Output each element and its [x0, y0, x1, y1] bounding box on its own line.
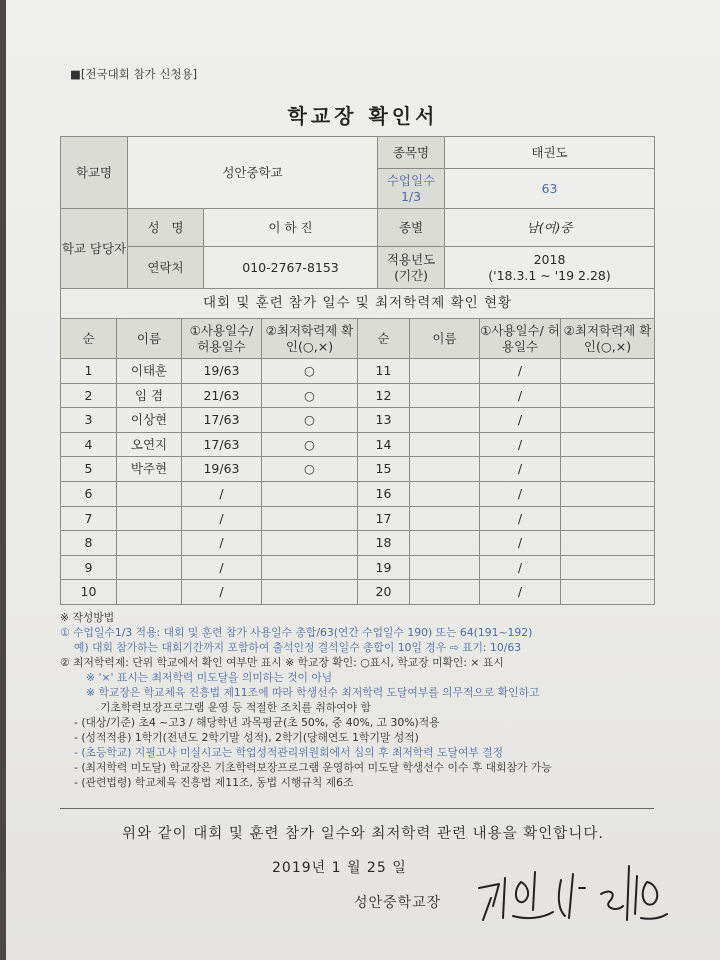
academic-check [561, 555, 655, 580]
days-used: / [480, 432, 561, 457]
days-used: / [480, 580, 561, 605]
days-used: / [480, 555, 561, 580]
header-name: 이름 [117, 319, 182, 359]
table-row [61, 432, 655, 457]
academic-check [262, 506, 358, 531]
notes-heading: ※ 작성방법 [60, 611, 115, 624]
header-name: 이름 [410, 319, 480, 359]
divider [60, 808, 654, 809]
header-no: 순 [358, 319, 410, 359]
row-number: 7 [61, 506, 117, 531]
academic-check [561, 432, 655, 457]
row-number: 18 [358, 531, 410, 556]
days-used: 19/63 [182, 359, 262, 384]
days-used: / [480, 531, 561, 556]
days-used: / [480, 506, 561, 531]
note-bullet-elementary: - (초등학교) 지필고사 미실시교는 학업성적관리위원회에서 심의 후 최저학력 도달여부 결정 [74, 746, 504, 759]
note-2: ② 최저학력제: 단위 학교에서 확인 여부만 표시 ※ 학교장 확인: ○표시, 학교장 미확인: × 표시 [60, 656, 504, 669]
row-number: 16 [358, 481, 410, 506]
document-title: 학교장 확인서 [287, 104, 439, 128]
form-tag: ■[전국대회 참가 신청용] [70, 67, 198, 81]
row-number: 8 [61, 531, 117, 556]
note-bullet-law: - (관련법령) 학교체육 진흥법 제11조, 동법 시행규칙 제6조 [74, 776, 354, 789]
academic-check: ○ [262, 457, 358, 482]
days-used: / [480, 383, 561, 408]
school-name: 성안중학교 [128, 137, 378, 209]
type-label: 종별 [378, 209, 445, 247]
note-bullet-target: - (대상/기준) 초4 ~고3 / 해당학년 과목평균(초 50%, 중 40%, 고 30%)적용 [74, 716, 440, 729]
student-name [410, 531, 480, 556]
row-number: 4 [61, 432, 117, 457]
school-info-table [60, 136, 655, 319]
academic-check [561, 408, 655, 433]
note-1: ① 수업일수1/3 적용: 대회 및 훈련 참가 사용일수 총합/63(연간 수업일수 190) 또는 64(191~192) [60, 626, 533, 639]
row-number: 20 [358, 580, 410, 605]
table-header-row [61, 319, 655, 359]
principal-signature [461, 858, 671, 928]
student-name [410, 408, 480, 433]
note-1-example: 예) 대회 참가하는 대회기간까지 포함하여 출석인정 결석일수 총합이 10일 경우 ⇨ 표기: 10/63 [74, 641, 522, 654]
days-used: 21/63 [182, 383, 262, 408]
row-number: 14 [358, 432, 410, 457]
row-number: 3 [61, 408, 117, 433]
student-name: 오연지 [117, 432, 182, 457]
note-2-remark: ※ '×' 표시는 최저학력 미도달을 의미하는 것이 아님 [86, 671, 333, 684]
class-days-value: 63 [445, 169, 655, 209]
student-name [117, 555, 182, 580]
student-name: 임 겸 [117, 383, 182, 408]
academic-check [262, 481, 358, 506]
year-period: ('18.3.1 ~ '19 2.28) [488, 267, 611, 283]
name-label: 성 명 [128, 209, 204, 247]
academic-check [561, 457, 655, 482]
principal-title: 성안중학교장 [354, 895, 442, 911]
student-name: 이상현 [117, 408, 182, 433]
table-row [61, 506, 655, 531]
days-used: / [182, 531, 262, 556]
row-number: 12 [358, 383, 410, 408]
manager-label: 학교 담당자 [61, 209, 128, 289]
note-2-duty: ※ 학교장은 학교체육 진흥법 제11조에 따라 학생선수 최저학력 도달여부를 의무적으로 확인하고 [86, 686, 540, 699]
academic-check [262, 580, 358, 605]
table-row [61, 383, 655, 408]
student-name [117, 531, 182, 556]
academic-check [561, 580, 655, 605]
student-name: 박주현 [117, 457, 182, 482]
class-days-label: 수업일수 1/3 [378, 169, 445, 209]
header-check: ②최저학력제 확인(○,×) [262, 319, 358, 359]
participation-table [60, 318, 655, 605]
days-used: 19/63 [182, 457, 262, 482]
days-used: / [182, 555, 262, 580]
header-days: ①사용일수/ 허용일수 [182, 319, 262, 359]
note-bullet-unmet: - (최저학력 미도달) 학교장은 기초학력보장프로그램 운영하여 미도달 학생선수 이수 후 대회참가 가능 [74, 761, 552, 774]
academic-check: ○ [262, 383, 358, 408]
student-name [117, 481, 182, 506]
academic-check [262, 531, 358, 556]
header-check: ②최저학력제 확인(○,×) [561, 319, 655, 359]
academic-check [262, 555, 358, 580]
student-name: 이태훈 [117, 359, 182, 384]
note-2-duty-cont: 기초학력보장프로그램 운영 등 적절한 조치를 취하여야 함 [100, 701, 371, 714]
table-row [61, 531, 655, 556]
instructions [60, 610, 660, 790]
event-label: 종목명 [378, 137, 445, 169]
section-title: 대회 및 훈련 참가 일수 및 최저학력제 확인 현황 [61, 289, 655, 319]
row-number: 13 [358, 408, 410, 433]
student-name [410, 481, 480, 506]
days-used: / [182, 506, 262, 531]
type-value: 남(여)중 [445, 209, 655, 247]
contact-value: 010-2767-8153 [204, 247, 378, 289]
student-name [410, 555, 480, 580]
academic-check [561, 481, 655, 506]
table-row [61, 481, 655, 506]
table-row [61, 555, 655, 580]
student-name [410, 580, 480, 605]
student-name [410, 432, 480, 457]
days-used: / [480, 457, 561, 482]
row-number: 15 [358, 457, 410, 482]
row-number: 1 [61, 359, 117, 384]
academic-check [561, 383, 655, 408]
header-no: 순 [61, 319, 117, 359]
table-row [61, 408, 655, 433]
school-label: 학교명 [61, 137, 128, 209]
days-used: 17/63 [182, 408, 262, 433]
table-row [61, 457, 655, 482]
days-used: / [182, 481, 262, 506]
days-used: 17/63 [182, 432, 262, 457]
row-number: 9 [61, 555, 117, 580]
academic-check: ○ [262, 408, 358, 433]
note-bullet-grades: - (성적적용) 1학기(전년도 2학기말 성적), 2학기(당해연도 1학기말 성적) [74, 731, 419, 744]
student-name [410, 506, 480, 531]
date: 2019년 1 월 25 일 [272, 860, 407, 876]
year-value: 2018 [533, 251, 566, 267]
row-number: 6 [61, 481, 117, 506]
row-number: 11 [358, 359, 410, 384]
table-row [61, 580, 655, 605]
event-value: 태권도 [445, 137, 655, 169]
row-number: 2 [61, 383, 117, 408]
academic-check: ○ [262, 432, 358, 457]
contact-label: 연락처 [128, 247, 204, 289]
academic-check: ○ [262, 359, 358, 384]
student-name [410, 383, 480, 408]
academic-check [561, 359, 655, 384]
row-number: 19 [358, 555, 410, 580]
row-number: 5 [61, 457, 117, 482]
student-name [410, 457, 480, 482]
student-name [117, 580, 182, 605]
year-label: 적용년도 (기간) [378, 247, 445, 289]
year-cell [445, 247, 655, 289]
row-number: 10 [61, 580, 117, 605]
days-used: / [182, 580, 262, 605]
days-used: / [480, 408, 561, 433]
table-row [61, 359, 655, 384]
student-name [410, 359, 480, 384]
row-number: 17 [358, 506, 410, 531]
days-used: / [480, 359, 561, 384]
academic-check [561, 506, 655, 531]
student-name [117, 506, 182, 531]
academic-check [561, 531, 655, 556]
document-page [6, 0, 720, 960]
days-used: / [480, 481, 561, 506]
header-days: ①사용일수/ 허용일수 [480, 319, 561, 359]
manager-name: 이 하 진 [204, 209, 378, 247]
confirmation-statement: 위와 같이 대회 및 훈련 참가 일수와 최저학력 관련 내용을 확인합니다. [122, 826, 604, 842]
